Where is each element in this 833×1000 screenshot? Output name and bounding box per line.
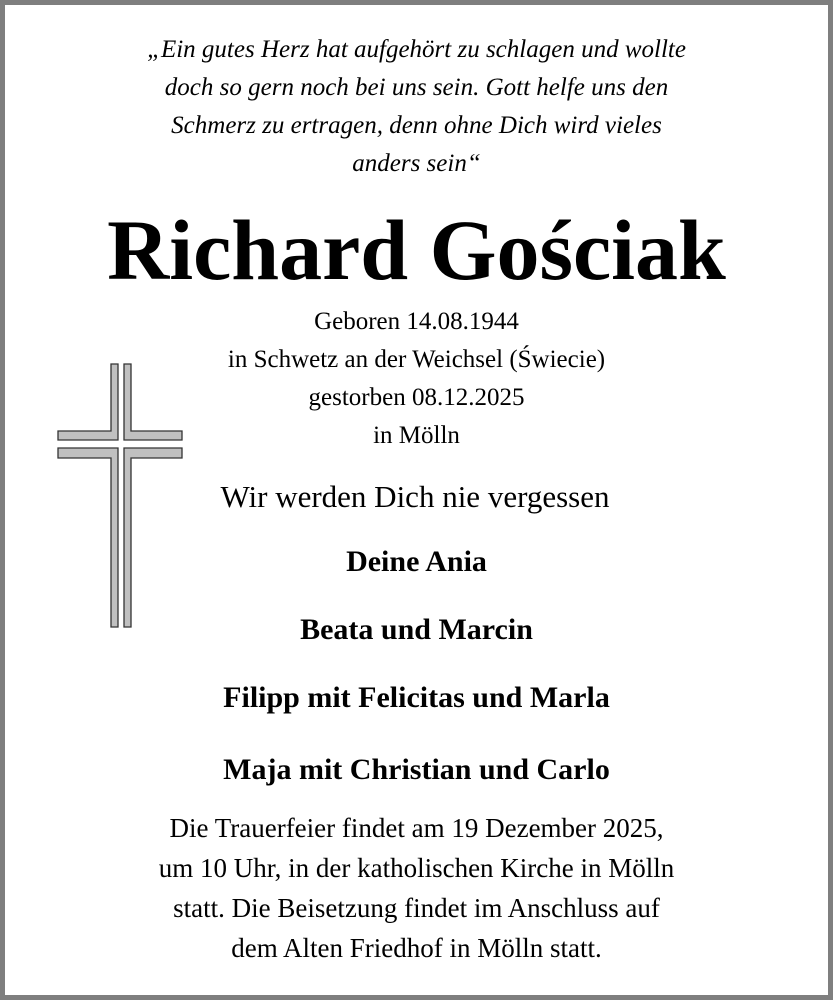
family-member: Maja mit Christian und Carlo [223,753,610,786]
family-member: Filipp mit Felicitas und Marla [223,681,610,714]
quote-line: doch so gern noch bei uns sein. Gott helfe uns den [164,74,669,101]
birth-date: Geboren 14.08.1944 [314,308,519,335]
funeral-info-line: dem Alten Friedhof in Mölln statt. [231,933,602,963]
cross-piece [124,448,182,627]
birth-place: in Schwetz an der Weichsel (Świecie) [227,346,606,373]
quote-line: „Ein gutes Herz hat aufgehört zu schlagen und wollte [147,36,686,63]
cross-piece [124,364,182,440]
farewell-text: Wir werden Dich nie vergessen [220,479,610,514]
quote-line: Schmerz zu ertragen, denn ohne Dich wird vieles [171,112,662,139]
funeral-info-line: Die Trauerfeier findet am 19 Dezember 2025, [169,813,664,843]
cross-piece [58,448,118,627]
funeral-info-line: um 10 Uhr, in der katholischen Kirche in Mölln [158,853,675,883]
family-member: Deine Ania [346,545,487,578]
family-member: Beata und Marcin [300,613,533,646]
cross-piece [58,364,118,440]
deceased-name: Richard Gościak [107,202,726,298]
funeral-info-line: statt. Die Beisetzung findet im Anschluss auf [173,893,660,923]
death-date: gestorben 08.12.2025 [308,384,525,411]
quote-line: anders sein“ [352,150,481,177]
death-place: in Mölln [373,422,460,449]
